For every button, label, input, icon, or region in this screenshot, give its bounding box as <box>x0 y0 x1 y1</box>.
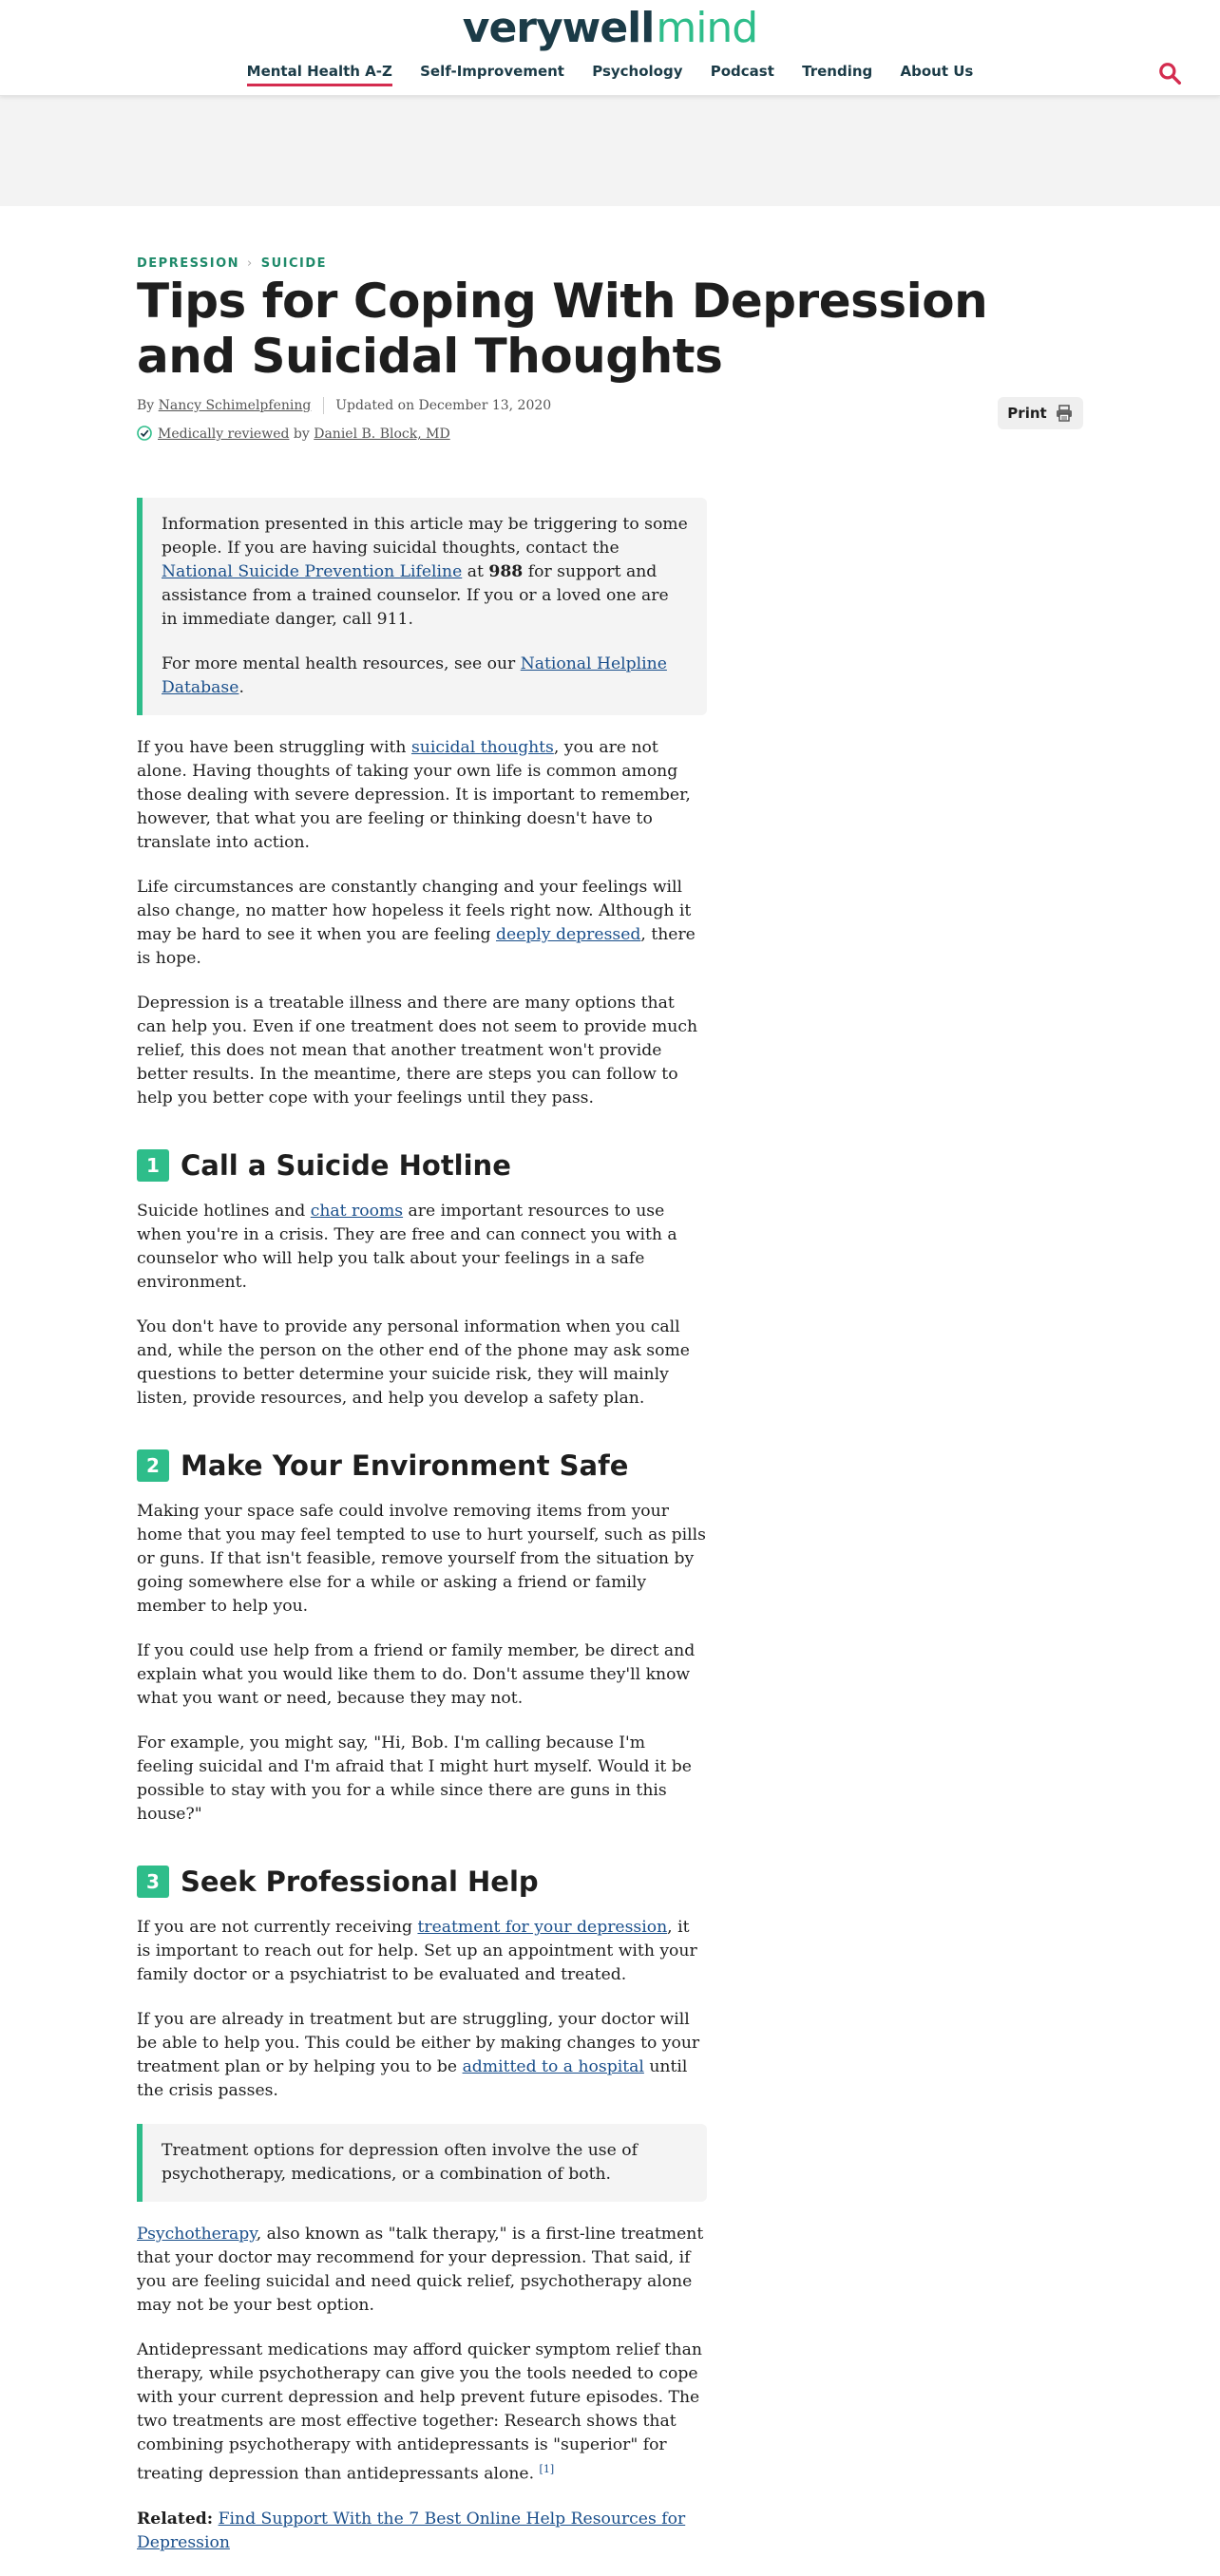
site-logo[interactable] <box>0 4 1220 52</box>
text: are important resources to use when you're in a crisis. They are free and can connect you with a counselor who will help you talk about your feelings in a safe environment. <box>137 1202 677 1292</box>
step-number: 2 <box>137 1449 169 1482</box>
article-body <box>137 498 707 2576</box>
text: at <box>462 562 489 581</box>
breadcrumb <box>137 256 327 271</box>
related-link[interactable]: Find Support With the 7 Best Online Help Resources for Depression <box>137 2509 686 2552</box>
paragraph: You don't have to provide any personal information when you call and, while the person on the other end of the phone may ask some questions to better determine your suicide risk, they will mainly listen, provide resources, and help you develop a safety plan. <box>137 1317 690 1408</box>
reviewed-by: by <box>293 426 310 442</box>
reviewer-link[interactable]: Daniel B. Block, MD <box>314 426 450 442</box>
text: . <box>238 678 244 697</box>
deeply-depressed-link[interactable]: deeply depressed <box>495 925 641 944</box>
breadcrumb-depression[interactable]: DEPRESSION <box>137 256 239 271</box>
text: , you are not alone. Having thoughts of taking your own life is common among those dealing with severe depression. It is important to remember, however, that what you are feeling or thinking doesn't have to translate into action. <box>137 738 691 852</box>
callout-paragraph <box>162 653 688 700</box>
nav-psychology[interactable]: Psychology <box>592 63 683 80</box>
treatment-callout <box>137 2124 707 2202</box>
paragraph: If you could use help from a friend or family member, be direct and explain what you would like them to do. Don't assume they'll know what you want or need, because they may not. <box>137 1641 696 1708</box>
paragraph <box>137 1916 707 1987</box>
paragraph: For example, you might say, "Hi, Bob. I'm calling because I'm feeling suicidal and I'm afraid that I might hurt myself. Would it be possible to stay with you for a while since there are guns in this house?" <box>137 1733 692 1824</box>
text: Suicide hotlines and <box>137 1202 311 1221</box>
text: , it is important to reach out for help. Set up an appointment with your family doctor or a psychiatrist to be evaluated and treated. <box>137 1918 697 1984</box>
chat-rooms-link[interactable]: chat rooms <box>310 1202 404 1221</box>
updated-date: Updated on December 13, 2020 <box>335 398 552 413</box>
paragraph: Depression is a treatable illness and there are many options that can help you. Even if one treatment does not seem to provide much relief, this does not mean that another treatment won't provide better results. In the meantime, there are steps you can follow to help you better cope with your feelings until they pass. <box>137 994 698 1108</box>
related-paragraph <box>137 2508 707 2555</box>
callout-paragraph <box>162 513 688 632</box>
text: until the crisis passes. <box>137 2057 688 2100</box>
crisis-callout <box>137 498 707 715</box>
text: If you are already in treatment but are struggling, your doctor will be able to help you. This could be either by making changes to your treatment plan or by helping you to be <box>137 2010 700 2076</box>
text: If you are not currently receiving <box>137 1918 418 1937</box>
breadcrumb-suicide[interactable]: SUICIDE <box>260 256 328 271</box>
nav-podcast[interactable]: Podcast <box>710 63 774 80</box>
verified-check-icon <box>137 426 152 441</box>
heading-text: Call a Suicide Hotline <box>181 1149 511 1182</box>
text: Life circumstances are constantly changing and your feelings will also change, no matter how hopeless it feels right now. Although it may be hard to see it when you are feeling <box>137 878 692 944</box>
print-button[interactable] <box>998 397 1083 429</box>
site-header <box>0 0 1220 96</box>
paragraph <box>137 2339 707 2487</box>
section-heading <box>137 1449 707 1483</box>
print-label: Print <box>1007 405 1047 422</box>
step-number: 3 <box>137 1866 169 1898</box>
callout-paragraph: Treatment options for depression often involve the use of psychotherapy, medications, or a combination of both. <box>162 2141 638 2184</box>
paragraph: Making your space safe could involve removing items from your home that you may feel tempted to use to hurt yourself, such as pills or guns. If that isn't feasible, remove yourself from the situation by going somewhere else for a while or asking a friend or family member to help you. <box>137 1502 706 1616</box>
section-heading <box>137 1148 707 1183</box>
text: Antidepressant medications may afford quicker symptom relief than therapy, while psychotherapy can give you the tools needed to cope with your current depression and help prevent future episodes. The two treatments are most effective together: Research shows that combining psychotherapy with antidepressants is "superior" for treating depression than antidepressants alone. <box>137 2340 702 2484</box>
chevron-right-icon: › <box>247 256 254 271</box>
nav-trending[interactable]: Trending <box>802 63 873 80</box>
text: For more mental health resources, see our <box>162 654 521 673</box>
section-heading <box>137 1865 707 1899</box>
citation-link[interactable]: [1] <box>539 2463 555 2475</box>
treatment-link[interactable]: treatment for your depression <box>417 1918 668 1937</box>
nav-about-us[interactable]: About Us <box>900 63 974 80</box>
text: , there is hope. <box>137 925 696 968</box>
logo-word: verywell <box>462 4 655 52</box>
nav-mental-health[interactable]: Mental Health A-Z <box>247 63 392 86</box>
byline-divider <box>323 397 324 414</box>
logo-sub: mind <box>656 4 758 52</box>
printer-icon <box>1055 404 1074 423</box>
paragraph <box>137 736 707 855</box>
medically-reviewed-link[interactable]: Medically reviewed <box>158 426 290 442</box>
lifeline-link[interactable]: National Suicide Prevention Lifeline <box>162 562 463 581</box>
hospital-link[interactable]: admitted to a hospital <box>462 2057 644 2076</box>
page-title: Tips for Coping With Depression and Suicidal Thoughts <box>137 274 988 384</box>
byline <box>137 397 551 414</box>
author-link[interactable]: Nancy Schimelpfening <box>158 398 312 413</box>
paragraph <box>137 876 707 971</box>
psychotherapy-link[interactable]: Psychotherapy <box>137 2225 257 2244</box>
step-number: 1 <box>137 1149 169 1182</box>
search-icon[interactable] <box>1157 61 1182 85</box>
text: If you have been struggling with <box>137 738 411 757</box>
heading-text: Seek Professional Help <box>181 1866 539 1898</box>
heading-text: Make Your Environment Safe <box>181 1449 629 1482</box>
text: Information presented in this article may be triggering to some people. If you are having suicidal thoughts, contact the <box>162 515 688 558</box>
suicidal-thoughts-link[interactable]: suicidal thoughts <box>410 738 554 757</box>
ad-banner <box>0 96 1220 206</box>
helpline-database-link[interactable]: National Helpline Database <box>162 654 667 697</box>
paragraph <box>137 2008 707 2103</box>
text: for support and assistance from a trained counselor. If you or a loved one are in immediate danger, call 911. <box>162 562 669 629</box>
medical-review <box>137 426 450 442</box>
nav-self-improvement[interactable]: Self-Improvement <box>420 63 564 80</box>
paragraph <box>137 2223 707 2318</box>
text: , also known as "talk therapy," is a first-line treatment that your doctor may recommend for your depression. That said, if you are feeling suicidal and need quick relief, psychotherapy alone may not be your best option. <box>137 2225 704 2315</box>
paragraph <box>137 1200 707 1295</box>
byline-by: By <box>137 398 155 413</box>
main-nav <box>0 63 1220 86</box>
lifeline-number: 988 <box>488 562 524 581</box>
related-label: Related: <box>137 2509 214 2529</box>
